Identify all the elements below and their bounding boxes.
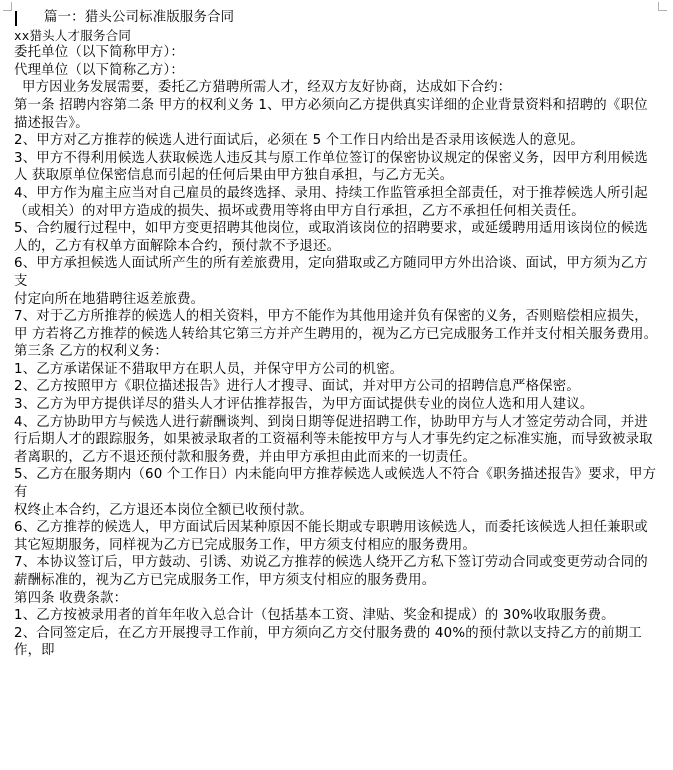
party-b-clause-5-continued: 权终止本合约，乙方退还本岗位全额已收预付款。 (14, 502, 313, 518)
article-4-heading: 第四条 收费条款： (14, 590, 128, 606)
preamble-paragraph: 甲方因业务发展需要，委托乙方猎聘所需人才，经双方友好协商，达成如下合约： (22, 80, 512, 96)
party-a-clause-6: 6、甲方承担候选人面试所产生的所有差旅费用，定向猎取或乙方随同甲方外出洽谈、面试，甲方须为乙方支 (14, 256, 648, 289)
article-3-heading: 第三条 乙方的权利义务： (14, 344, 168, 360)
party-a-clause-2: 2、甲方对乙方推荐的候选人进行面试后，必须在 5 个工作日内给出是否录用该候选人的意见。 (14, 133, 584, 149)
party-b-clause-4: 4、乙方协助甲方与候选人进行薪酬谈判、到岗日期等促进招聘工作，协助甲方与人才签定劳动合同，并进行后期人才的跟踪服务，如果被录取者的工资福利等未能按甲方与人才事先约定之标准实施，而导致被录取者离职的，乙方不退还预付款和服务费，并由甲方承担由此而来的一切责任。 (14, 414, 653, 465)
page-corner-marker-right (658, 2, 667, 11)
page-corner-marker-left (3, 2, 12, 11)
party-b-clause-6: 6、乙方推荐的候选人，甲方面试后因某种原因不能长期或专职聘用该候选人，而委托该候选人担任兼职或其它短期服务，同样视为乙方已完成服务工作，甲方须支付相应的服务费用。 (14, 520, 648, 553)
document-body[interactable] (14, 9, 659, 660)
party-a-clause-6-continued: 付定向所在地猎聘往返差旅费。 (14, 291, 205, 307)
party-b-clause-2: 2、乙方按照甲方《职位描述报告》进行人才搜寻、面试，并对甲方公司的招聘信息严格保密。 (14, 379, 580, 395)
document-title: 篇一：猎头公司标准版服务合同 (44, 10, 235, 25)
contract-heading: xx猎头人才服务合同 (14, 27, 132, 43)
party-b-clause-1: 1、乙方承诺保证不猎取甲方在职人员，并保守甲方公司的机密。 (14, 361, 404, 377)
party-b-clause-5: 5、乙方在服务期内（60 个工作日）内未能向甲方推荐候选人或候选人不符合《职务描述报告》要求，甲方有 (14, 467, 657, 501)
client-party-line: 委托单位（以下简称甲方）： (14, 45, 184, 61)
fee-clause-2: 2、合同签定后，在乙方开展搜寻工作前，甲方须向乙方交付服务费的 40%的预付款以支持乙方的前期工作，即 (14, 625, 642, 659)
party-b-clause-7: 7、本协议签订后，甲方鼓动、引诱、劝说乙方推荐的候选人绕开乙方私下签订劳动合同或变更劳动合同的 (14, 555, 648, 571)
party-b-clause-7-continued: 薪酬标准的，视为乙方已完成服务工作，甲方须支付相应的服务费用。 (14, 573, 436, 588)
party-b-clause-3: 3、乙方为甲方提供详尽的猎头人才评估推荐报告，为甲方面试提供专业的岗位人选和用人建议。 (14, 397, 594, 413)
party-a-clause-4: 4、甲方作为雇主应当对自己雇员的最终选择、录用、持续工作监管承担全部责任，对于推荐候选人所引起（或相关）的对甲方造成的损失、损坏或费用等将由甲方自行承担，乙方不承担任何相关责任。 (14, 185, 648, 219)
party-a-clause-7: 7、对于乙方所推荐的候选人的相关资料，甲方不能作为其他用途并负有保密的义务，否则赔偿相应损失，甲 方若将乙方推荐的候选人转给其它第三方并产生聘用的，视为乙方已完成服务工作并支付相关服务费用。 (14, 309, 658, 342)
party-a-clause-5: 5、合约履行过程中，如甲方变更招聘其他岗位，或取消该岗位的招聘要求，或延缓聘用适用该岗位的候选人的，乙方有权单方面解除本合约，预付款不予退还。 (14, 221, 648, 254)
party-a-clause-3: 3、甲方不得利用候选人获取候选人违反其与原工作单位签订的保密协议规定的保密义务，因甲方利用候选人 获取原单位保密信息而引起的任何后果由甲方独自承担，与乙方无关。 (14, 150, 648, 184)
agent-party-line: 代理单位（以下简称乙方）： (14, 62, 184, 78)
article-1-2-paragraph: 第一条 招聘内容第二条 甲方的权利义务 1、甲方必须向乙方提供真实详细的企业背景资料和招聘的《职位描述报告》。 (14, 97, 648, 131)
fee-clause-1: 1、乙方按被录用者的首年年收入总合计（包括基本工资、津贴、奖金和提成）的 30%收取服务费。 (14, 608, 615, 624)
